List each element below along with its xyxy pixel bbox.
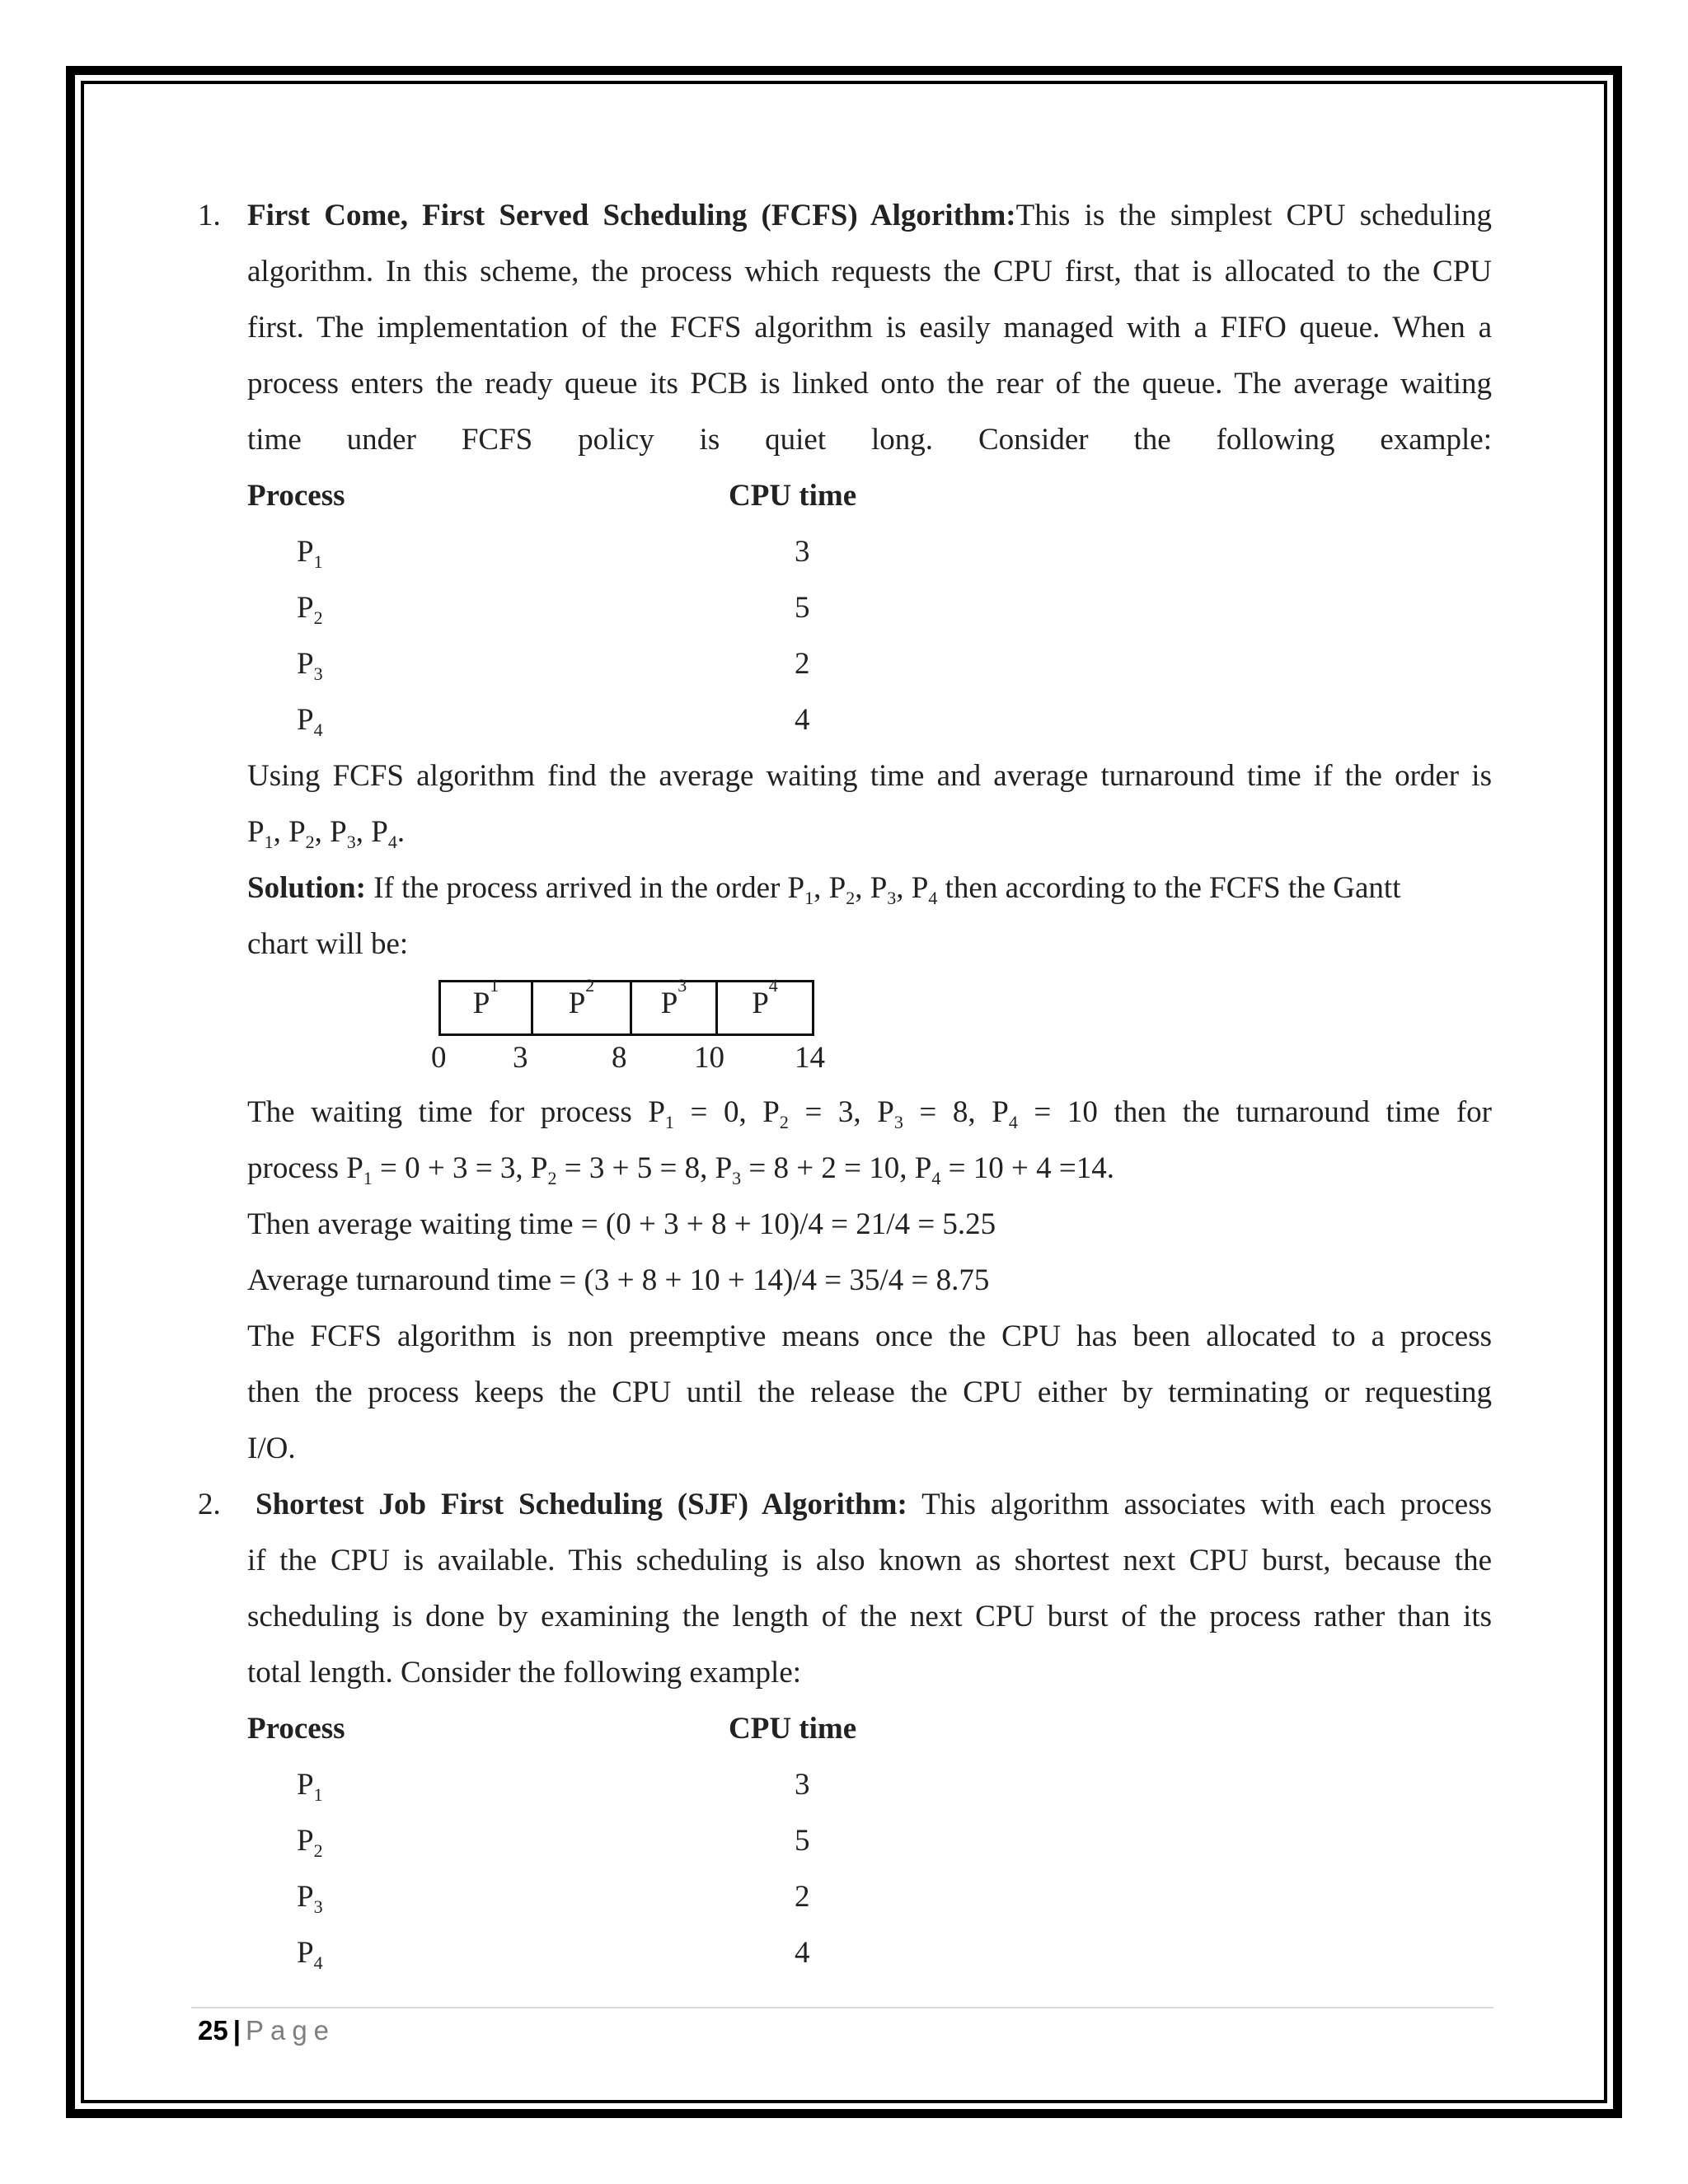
gantt-cell-p1: P 1 bbox=[441, 982, 533, 1033]
item2-row-time: 4 bbox=[795, 1936, 810, 1970]
gantt-tick: 3 bbox=[513, 1041, 528, 1075]
item2-row-time: 5 bbox=[795, 1824, 810, 1858]
item1-nonpreempt-line1: then the process keeps the CPU until the release the CPU either by terminating or requesting bbox=[247, 1376, 1492, 1409]
item2-row-process: $P_3$ bbox=[297, 1880, 323, 1917]
item1-solution-line2: chart will be: bbox=[247, 927, 409, 961]
item1-solution-line1: Solution: If the process arrived in the order $P_1$, $P_2$, $P_3$, $P_4$ then according to the FCFS the Gantt bbox=[247, 871, 1401, 908]
page-label: Page bbox=[245, 2015, 336, 2046]
gantt-cell-p2: P 2 bbox=[533, 982, 632, 1033]
item2-line-3: total length. Consider the following example: bbox=[247, 1656, 802, 1690]
item1-waiting-line1: The waiting time for process $P_1 = 0$, $P_2 = 3$, $P_3 = 8$, $P_4 = 10$ then the turnaround time for bbox=[247, 1095, 1492, 1132]
item1-line-1: algorithm. In this scheme, the process which requests the CPU first, that is allocated to the CPU bbox=[247, 255, 1492, 288]
gantt-tick: 14 bbox=[795, 1041, 825, 1075]
item2-number: 2. bbox=[198, 1488, 221, 1521]
item1-line-4: time under FCFS policy is quiet long. Consider the following example: bbox=[247, 423, 1492, 457]
item1-avg-wait: Then average waiting time = (0 + 3 + 8 + 10)/4 = 21/4 = 5.25 bbox=[247, 1207, 996, 1241]
footer-rule bbox=[191, 2007, 1493, 2008]
item1-row-time: 3 bbox=[795, 535, 810, 569]
item1-waiting-line2: process $P_1 = 0 + 3 = 3$, $P_2 = 3 + 5 = 8$, $P_3 = 8 + 2 = 10$, $P_4 = 10 + 4 =14$. bbox=[247, 1151, 1114, 1188]
item1-row-time: 2 bbox=[795, 647, 810, 681]
item1-nonpreempt-line0: The FCFS algorithm is non preemptive means once the CPU has been allocated to a process bbox=[247, 1319, 1492, 1353]
item2-row-time: 3 bbox=[795, 1768, 810, 1802]
item2-row-process: $P_4$ bbox=[297, 1936, 323, 1973]
footer-separator: | bbox=[232, 2015, 241, 2046]
item2-line-0: This algorithm associates with each process bbox=[921, 1488, 1492, 1521]
gantt-tick: 0 bbox=[431, 1041, 447, 1075]
gantt-cell-p4: P 4 bbox=[752, 975, 778, 1020]
gantt-tick: 10 bbox=[694, 1041, 724, 1075]
item1-first-line bbox=[247, 198, 1492, 234]
page-footer bbox=[198, 2014, 335, 2047]
item2-row-time: 2 bbox=[795, 1880, 810, 1914]
item1-line-2: first. The implementation of the FCFS algorithm is easily managed with a FIFO queue. When a bbox=[247, 311, 1492, 344]
item1-question-line1: Using FCFS algorithm find the average waiting time and average turnaround time if the order is bbox=[247, 759, 1492, 793]
gantt-cell-p3: P 3 bbox=[632, 982, 718, 1033]
item1-line-3: process enters the ready queue its PCB is linked onto the rear of the queue. The average waiting bbox=[247, 367, 1492, 401]
item2-line-1: if the CPU is available. This scheduling is also known as shortest next CPU burst, because the bbox=[247, 1544, 1492, 1577]
item1-question-line2: $P_1$, $P_2$, $P_3$, $P_4$. bbox=[247, 815, 406, 852]
item1-nonpreempt-line2: I/O. bbox=[247, 1432, 296, 1465]
item1-header-process: Process bbox=[247, 479, 345, 513]
item1-row-time: 5 bbox=[795, 591, 810, 625]
item1-avg-tat: Average turnaround time = (3 + 8 + 10 + 14)/4 = 35/4 = 8.75 bbox=[247, 1263, 990, 1297]
item2-first-line bbox=[256, 1487, 1492, 1523]
item2-row-process: $P_2$ bbox=[297, 1824, 323, 1861]
item1-number: 1. bbox=[198, 199, 221, 232]
item2-row-process: $P_1$ bbox=[297, 1768, 323, 1805]
item1-row-time: 4 bbox=[795, 703, 810, 737]
item1-row-process: $P_2$ bbox=[297, 591, 323, 628]
item2-title: Shortest Job First Scheduling (SJF) Algorithm: bbox=[256, 1488, 907, 1521]
item1-row-process: $P_3$ bbox=[297, 647, 323, 684]
item2-line-2: scheduling is done by examining the length of the next CPU burst of the process rather than its bbox=[247, 1600, 1492, 1633]
item2-header-process: Process bbox=[247, 1712, 345, 1746]
item1-row-process: $P_4$ bbox=[297, 703, 323, 740]
item2-header-cputime: CPU time bbox=[729, 1712, 857, 1746]
item1-title: First Come, First Served Scheduling (FCFS) Algorithm: bbox=[247, 199, 1016, 232]
item1-header-cputime: CPU time bbox=[729, 479, 857, 513]
item1-row-process: $P_1$ bbox=[297, 535, 323, 572]
page-number: 25 bbox=[198, 2015, 228, 2046]
solution-label: Solution: bbox=[247, 871, 366, 905]
gantt-tick: 8 bbox=[612, 1041, 627, 1075]
item1-line-0: This is the simplest CPU scheduling bbox=[1015, 199, 1492, 232]
gantt-chart bbox=[438, 975, 814, 1036]
